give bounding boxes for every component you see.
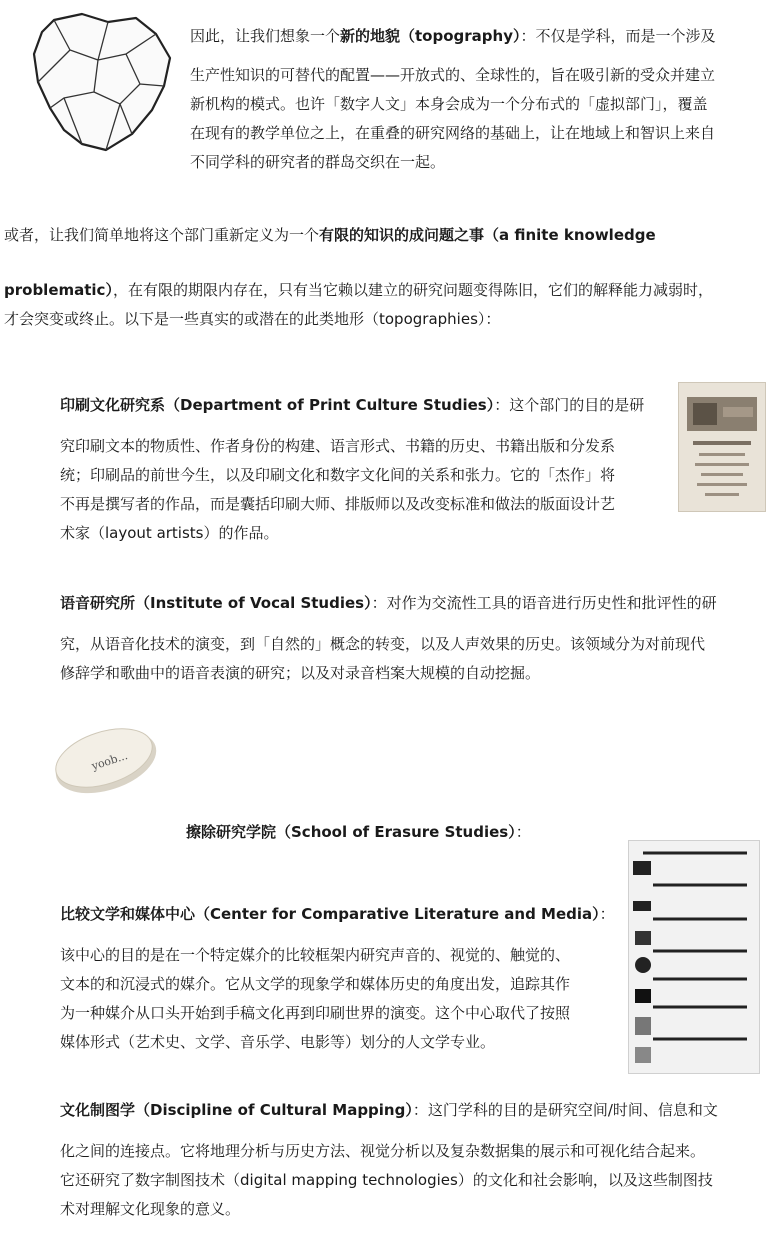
media-line-4: 为一种媒介从口头开始到手稿文化再到印刷世界的演变。这个中心取代了按照 (60, 1004, 571, 1022)
intro-paragraph (190, 22, 760, 177)
section-vocal-studies (60, 589, 760, 688)
section-cultural-mapping (60, 1096, 760, 1224)
intro-line-3: 新机构的模式。也许「数字人文」本身会成为一个分布式的「虚拟部门」，覆盖 (190, 95, 708, 113)
mapping-line-3: 它还研究了数字制图技术（digital mapping technologies）的文化和社会影响，以及这些制图技 (60, 1171, 713, 1189)
print-press-illustration (678, 382, 766, 512)
definition-bold-2: problematic） (4, 281, 113, 299)
vocal-line-3: 修辞学和歌曲中的语音表演的研究；以及对录音档案大规模的自动挖掘。 (60, 664, 541, 682)
map-illustration (24, 8, 174, 158)
mapping-line-4: 术对理解文化现象的意义。 (60, 1200, 241, 1218)
vocal-line-2: 究，从语音化技术的演变，到「自然的」概念的转变，以及人声效果的历史。该领域分为对前现代 (60, 635, 706, 653)
vocal-title: 语音研究所（Institute of Vocal Studies） (60, 594, 372, 612)
definition-paragraph (4, 220, 762, 334)
print-rest: ：这个部门的目的是研 (494, 396, 645, 414)
intro-line-2: 生产性知识的可替代的配置——开放式的、全球性的，旨在吸引新的受众并建立 (190, 66, 716, 84)
eraser-illustration (50, 722, 160, 794)
media-line-5: 媒体形式（艺术史、文学、音乐学、电影等）划分的人文学专业。 (60, 1033, 496, 1051)
definition-line-3: 才会突变或终止。以下是一些真实的或潜在的此类地形（topographies）： (4, 310, 501, 328)
section-erasure-studies (186, 818, 586, 847)
intro-lead: 因此，让我们想象一个 (190, 27, 341, 45)
print-line-3: 统；印刷品的前世今生，以及印刷文化和数字文化间的关系和张力。它的「杰作」将 (60, 466, 616, 484)
definition-bold: 有限的知识的成问题之事（a finite knowledge (319, 226, 656, 244)
print-line-4: 不再是撰写者的作品，而是囊括印刷大师、排版师以及改变标准和做法的版面设计艺 (60, 495, 616, 513)
media-line-3: 文本的和沉浸式的媒介。它从文学的现象学和媒体历史的角度出发，追踪其作 (60, 975, 571, 993)
mapping-line-2: 化之间的连接点。它将地理分析与历史方法、视觉分析以及复杂数据集的展示和可视化结合起来。 (60, 1142, 706, 1160)
media-line-2: 该中心的目的是在一个特定媒介的比较框架内研究声音的、视觉的、触觉的、 (60, 946, 571, 964)
intro-bold: 新的地貌（topography） (340, 27, 521, 45)
mapping-title: 文化制图学（Discipline of Cultural Mapping） (60, 1101, 413, 1119)
eraser-text: yoob... (90, 748, 130, 773)
erasure-title: 擦除研究学院（School of Erasure Studies） (186, 823, 516, 841)
section-comparative-media (60, 900, 626, 1057)
print-title: 印刷文化研究系（Department of Print Culture Studies） (60, 396, 495, 414)
definition-rest: ，在有限的期限内存在，只有当它赖以建立的研究问题变得陈旧，它们的解释能力减弱时， (112, 281, 713, 299)
intro-rest: ：不仅是学科，而是一个涉及 (520, 27, 716, 45)
intro-line-5: 不同学科的研究者的群岛交织在一起。 (190, 153, 446, 171)
print-line-2: 究印刷文本的物质性、作者身份的构建、语言形式、书籍的历史、书籍出版和分发系 (60, 437, 616, 455)
section-print-culture (60, 391, 660, 548)
media-title: 比较文学和媒体中心（Center for Comparative Literature and Media） (60, 905, 600, 923)
vocal-rest: ：对作为交流性工具的语音进行历史性和批评性的研 (371, 594, 717, 612)
print-line-5: 术家（layout artists）的作品。 (60, 524, 279, 542)
media-rest: ： (599, 905, 615, 923)
definition-lead: 或者，让我们简单地将这个部门重新定义为一个 (4, 226, 320, 244)
media-timeline-illustration (628, 840, 760, 1074)
intro-line-4: 在现有的教学单位之上，在重叠的研究网络的基础上，让在地域上和智识上来自 (190, 124, 716, 142)
mapping-rest: ：这门学科的目的是研究空间/时间、信息和文 (412, 1101, 718, 1119)
erasure-rest: ： (515, 823, 531, 841)
